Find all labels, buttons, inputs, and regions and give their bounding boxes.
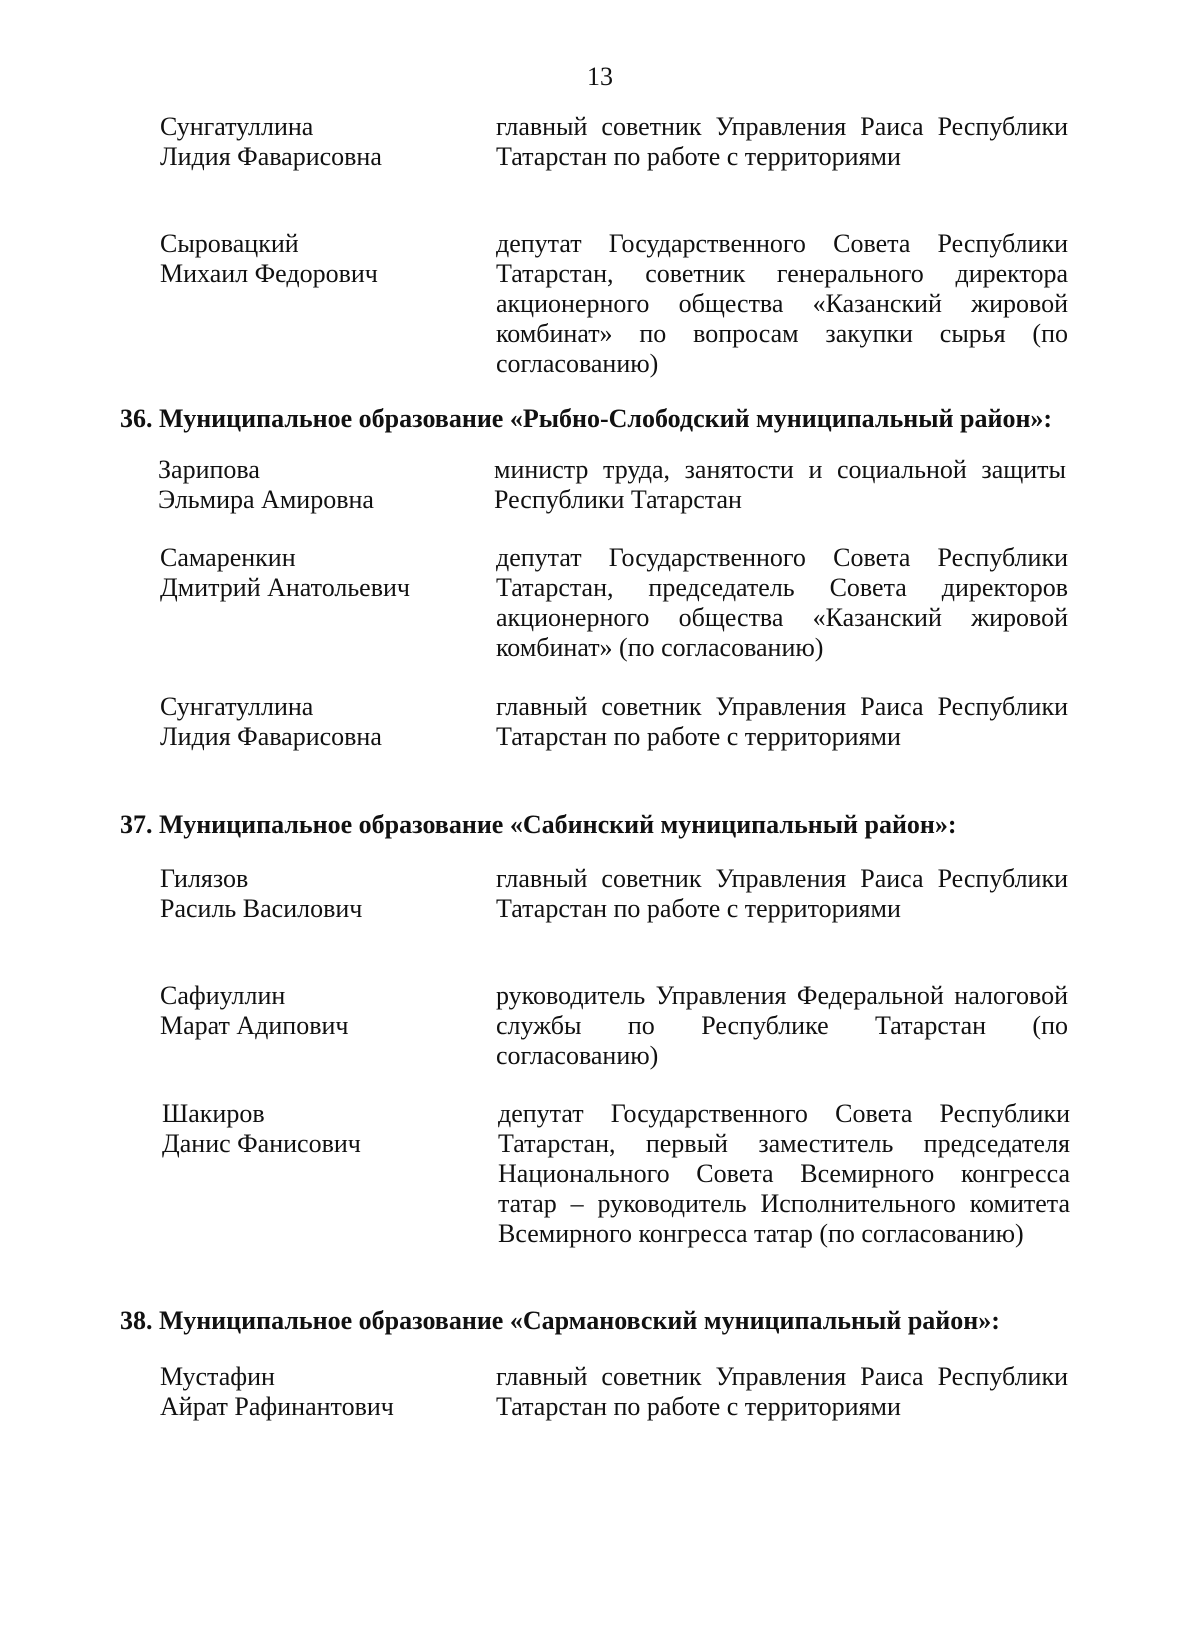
- member-surname: Сунгатуллина: [160, 692, 314, 721]
- member-position: министр труда, занятости и социальной защиты Республики Татарстан: [494, 455, 1066, 514]
- member-position: депутат Государственного Совета Республики Татарстан, советник генерального директора акционерного общества «Казанский жировой комбинат» по вопросам закупки сырья (по согласованию): [496, 229, 1068, 378]
- member-name: [160, 692, 480, 752]
- member-position: главный советник Управления Раиса Республики Татарстан по работе с территориями: [496, 112, 1068, 171]
- member-position: главный советник Управления Раиса Республики Татарстан по работе с территориями: [496, 864, 1068, 923]
- section-heading: 36. Муниципальное образование «Рыбно-Слободский муниципальный район»:: [120, 404, 1053, 433]
- member-surname: Сунгатуллина: [160, 112, 314, 141]
- member-surname: Сыровацкий: [160, 229, 299, 258]
- member-given-names: Расиль Василович: [160, 894, 363, 923]
- member-surname: Сафиуллин: [160, 981, 286, 1010]
- member-name: [160, 229, 480, 289]
- member-surname: Мустафин: [160, 1362, 275, 1391]
- member-given-names: Данис Фанисович: [162, 1129, 361, 1158]
- section-heading: 37. Муниципальное образование «Сабинский муниципальный район»:: [120, 810, 957, 839]
- member-surname: Шакиров: [162, 1099, 265, 1128]
- section-heading: 38. Муниципальное образование «Сармановский муниципальный район»:: [120, 1306, 1000, 1335]
- member-position: главный советник Управления Раиса Республики Татарстан по работе с территориями: [496, 692, 1068, 751]
- member-name: [160, 1362, 480, 1422]
- member-surname: Зарипова: [158, 455, 260, 484]
- page-number: 13: [587, 62, 613, 91]
- member-position: депутат Государственного Совета Республики Татарстан, председатель Совета директоров акционерного общества «Казанский жировой комбинат» (по согласованию): [496, 543, 1068, 662]
- member-position: депутат Государственного Совета Республики Татарстан, первый заместитель председателя Национального Совета Всемирного конгресса татар – руководитель Исполнительного комитета Всемирного конгресса татар (по согласованию): [498, 1099, 1070, 1248]
- member-name: [160, 543, 480, 603]
- member-name: [158, 455, 478, 515]
- member-name: [162, 1099, 482, 1159]
- member-given-names: Михаил Федорович: [160, 259, 378, 288]
- member-name: [160, 864, 480, 924]
- member-given-names: Марат Адипович: [160, 1011, 349, 1040]
- member-name: [160, 112, 480, 172]
- member-given-names: Дмитрий Анатольевич: [160, 573, 410, 602]
- member-given-names: Айрат Рафинантович: [160, 1392, 394, 1421]
- member-surname: Самаренкин: [160, 543, 296, 572]
- member-given-names: Лидия Фаварисовна: [160, 722, 382, 751]
- member-given-names: Эльмира Амировна: [158, 485, 374, 514]
- member-name: [160, 981, 480, 1041]
- member-surname: Гилязов: [160, 864, 249, 893]
- member-position: руководитель Управления Федеральной налоговой службы по Республике Татарстан (по согласованию): [496, 981, 1068, 1070]
- member-given-names: Лидия Фаварисовна: [160, 142, 382, 171]
- member-position: главный советник Управления Раиса Республики Татарстан по работе с территориями: [496, 1362, 1068, 1421]
